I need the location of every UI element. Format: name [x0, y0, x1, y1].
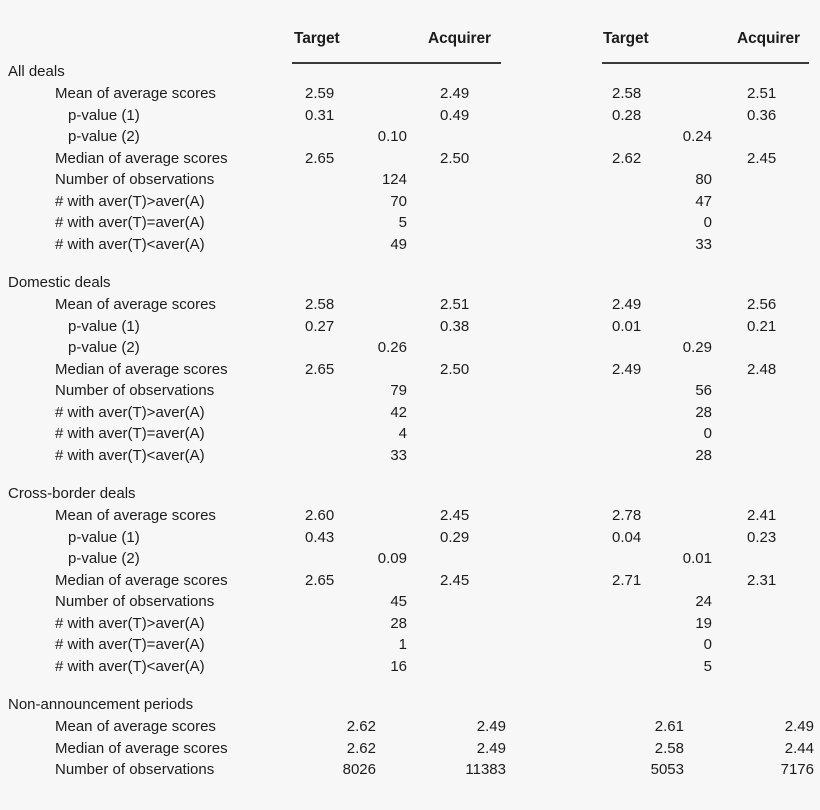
cell-value: 0.21 — [747, 317, 777, 335]
cell-value: 1 — [398, 636, 407, 653]
table-row — [0, 570, 820, 592]
cell-value: 0 — [703, 214, 712, 231]
cell-value: 0.36 — [747, 106, 777, 124]
section-title-non-announcement-periods: Non-announcement periods — [8, 696, 194, 713]
cell-value: 2.49 — [476, 718, 506, 735]
cell-value: 2.45 — [747, 149, 777, 167]
table-row — [0, 716, 820, 738]
cell-value: 2.31 — [747, 571, 777, 589]
row-label-pvalue1: p-value (1) — [68, 528, 140, 546]
cell-value: 2.56 — [747, 296, 777, 313]
table-row — [0, 445, 820, 467]
row-label-mean: Mean of average scores — [55, 507, 216, 524]
cell-value: 2.48 — [747, 360, 777, 378]
row-label-mean: Mean of average scores — [55, 718, 216, 735]
cell-value: 2.49 — [612, 296, 642, 313]
section-non-announcement-periods — [0, 693, 820, 781]
row-label-median: Median of average scores — [55, 360, 228, 378]
cell-value: 45 — [390, 593, 407, 610]
section-spacer — [0, 255, 820, 271]
cell-value: 2.50 — [440, 149, 470, 167]
table-row — [0, 212, 820, 234]
cell-value: 2.65 — [305, 571, 335, 589]
row-label-less: # with aver(T)<aver(A) — [55, 446, 205, 464]
section-spacer — [0, 466, 820, 482]
cell-value: 2.51 — [747, 85, 777, 102]
cell-value: 49 — [390, 235, 407, 253]
table-row — [0, 591, 820, 613]
table-row — [0, 294, 820, 316]
cell-value: 28 — [695, 446, 712, 464]
row-label-nobs: Number of observations — [55, 171, 215, 188]
column-header-acquirer-2: Acquirer — [737, 30, 800, 47]
section-all-deals — [0, 60, 820, 255]
cell-value: 2.65 — [305, 149, 335, 167]
cell-value: 0.29 — [440, 528, 470, 546]
cell-value: 0 — [703, 636, 712, 653]
row-label-median: Median of average scores — [55, 739, 228, 757]
cell-value: 2.58 — [654, 739, 684, 757]
cell-value: 0.43 — [305, 528, 335, 546]
cell-value: 56 — [695, 382, 712, 399]
row-label-greater: # with aver(T)>aver(A) — [55, 192, 205, 210]
cell-value: 33 — [695, 235, 712, 253]
cell-value: 79 — [390, 382, 407, 399]
column-header-target-1: Target — [294, 30, 340, 47]
cell-value: 2.58 — [305, 296, 335, 313]
cell-value: 2.50 — [440, 360, 470, 378]
table-row — [0, 613, 820, 635]
cell-value: 0.24 — [682, 128, 712, 145]
cell-value: 42 — [390, 403, 407, 421]
cell-value: 0.01 — [682, 550, 712, 567]
cell-value: 2.62 — [346, 739, 376, 757]
row-label-pvalue1: p-value (1) — [68, 317, 140, 335]
table-row — [0, 548, 820, 570]
table-row — [0, 380, 820, 402]
cell-value: 70 — [390, 192, 407, 210]
table-row — [0, 527, 820, 549]
cell-value: 2.59 — [305, 85, 335, 102]
cell-value: 2.51 — [440, 296, 470, 313]
row-label-equal: # with aver(T)=aver(A) — [55, 636, 205, 653]
row-label-less: # with aver(T)<aver(A) — [55, 235, 205, 253]
cell-value: 5 — [398, 214, 407, 231]
table-row — [0, 634, 820, 656]
row-label-equal: # with aver(T)=aver(A) — [55, 425, 205, 442]
cell-value: 2.49 — [440, 85, 470, 102]
cell-value: 8026 — [342, 761, 376, 778]
table-row — [0, 402, 820, 424]
table-row — [0, 423, 820, 445]
row-label-pvalue2: p-value (2) — [68, 550, 140, 567]
table-row — [0, 83, 820, 105]
row-label-pvalue2: p-value (2) — [68, 339, 140, 356]
cell-value: 0.04 — [612, 528, 642, 546]
row-label-nobs: Number of observations — [55, 382, 215, 399]
cell-value: 2.65 — [305, 360, 335, 378]
table-row — [0, 337, 820, 359]
row-label-greater: # with aver(T)>aver(A) — [55, 403, 205, 421]
cell-value: 2.71 — [612, 571, 642, 589]
cell-value: 2.62 — [346, 718, 376, 735]
cell-value: 4 — [398, 425, 407, 442]
cell-value: 0.10 — [377, 128, 407, 145]
cell-value: 16 — [390, 657, 407, 675]
table-row — [0, 191, 820, 213]
cell-value: 47 — [695, 192, 712, 210]
row-label-equal: # with aver(T)=aver(A) — [55, 214, 205, 231]
cell-value: 11383 — [465, 761, 506, 778]
row-label-greater: # with aver(T)>aver(A) — [55, 614, 205, 632]
cell-value: 2.44 — [784, 739, 814, 757]
cell-value: 0.49 — [440, 106, 470, 124]
row-label-nobs: Number of observations — [55, 593, 215, 610]
table-row — [0, 738, 820, 760]
cell-value: 28 — [390, 614, 407, 632]
table-row — [0, 359, 820, 381]
row-label-median: Median of average scores — [55, 571, 228, 589]
table-row — [0, 169, 820, 191]
row-label-mean: Mean of average scores — [55, 296, 216, 313]
cell-value: 2.78 — [612, 507, 642, 524]
cell-value: 2.41 — [747, 507, 777, 524]
section-spacer — [0, 677, 820, 693]
cell-value: 0.01 — [612, 317, 642, 335]
cell-value: 0 — [703, 425, 712, 442]
table-row — [0, 656, 820, 678]
cell-value: 24 — [695, 593, 712, 610]
row-label-nobs: Number of observations — [55, 761, 215, 778]
cell-value: 2.60 — [305, 507, 335, 524]
cell-value: 33 — [390, 446, 407, 464]
cell-value: 2.58 — [612, 85, 642, 102]
cell-value: 0.23 — [747, 528, 777, 546]
cell-value: 0.27 — [305, 317, 335, 335]
row-label-pvalue2: p-value (2) — [68, 128, 140, 145]
column-header-acquirer-1: Acquirer — [428, 30, 491, 47]
cell-value: 0.38 — [440, 317, 470, 335]
row-label-pvalue1: p-value (1) — [68, 106, 140, 124]
cell-value: 7176 — [780, 761, 814, 778]
cell-value: 0.29 — [682, 339, 712, 356]
cell-value: 0.31 — [305, 106, 335, 124]
cell-value: 124 — [381, 171, 407, 188]
cell-value: 2.45 — [440, 571, 470, 589]
cell-value: 19 — [695, 614, 712, 632]
cell-value: 0.09 — [377, 550, 407, 567]
cell-value: 0.28 — [612, 106, 642, 124]
table-header — [0, 0, 820, 60]
row-label-less: # with aver(T)<aver(A) — [55, 657, 205, 675]
cell-value: 2.49 — [784, 718, 814, 735]
cell-value: 2.45 — [440, 507, 470, 524]
section-title-all-deals: All deals — [8, 63, 65, 80]
cell-value: 0.26 — [377, 339, 407, 356]
table-row — [0, 234, 820, 256]
table-row — [0, 148, 820, 170]
table-row — [0, 505, 820, 527]
section-title-domestic-deals: Domestic deals — [8, 274, 111, 291]
cell-value: 2.62 — [612, 149, 642, 167]
column-header-target-2: Target — [603, 30, 649, 47]
cell-value: 80 — [695, 171, 712, 188]
table-row — [0, 105, 820, 127]
table-row — [0, 316, 820, 338]
section-domestic-deals — [0, 271, 820, 466]
row-label-median: Median of average scores — [55, 149, 228, 167]
section-cross-border-deals — [0, 482, 820, 677]
cell-value: 5 — [703, 657, 712, 675]
row-label-mean: Mean of average scores — [55, 85, 216, 102]
cell-value: 2.49 — [476, 739, 506, 757]
cell-value: 2.49 — [612, 360, 642, 378]
table-row — [0, 126, 820, 148]
table-row — [0, 759, 820, 781]
cell-value: 2.61 — [654, 718, 684, 735]
cell-value: 5053 — [650, 761, 684, 778]
cell-value: 28 — [695, 403, 712, 421]
section-title-cross-border-deals: Cross-border deals — [8, 485, 136, 502]
